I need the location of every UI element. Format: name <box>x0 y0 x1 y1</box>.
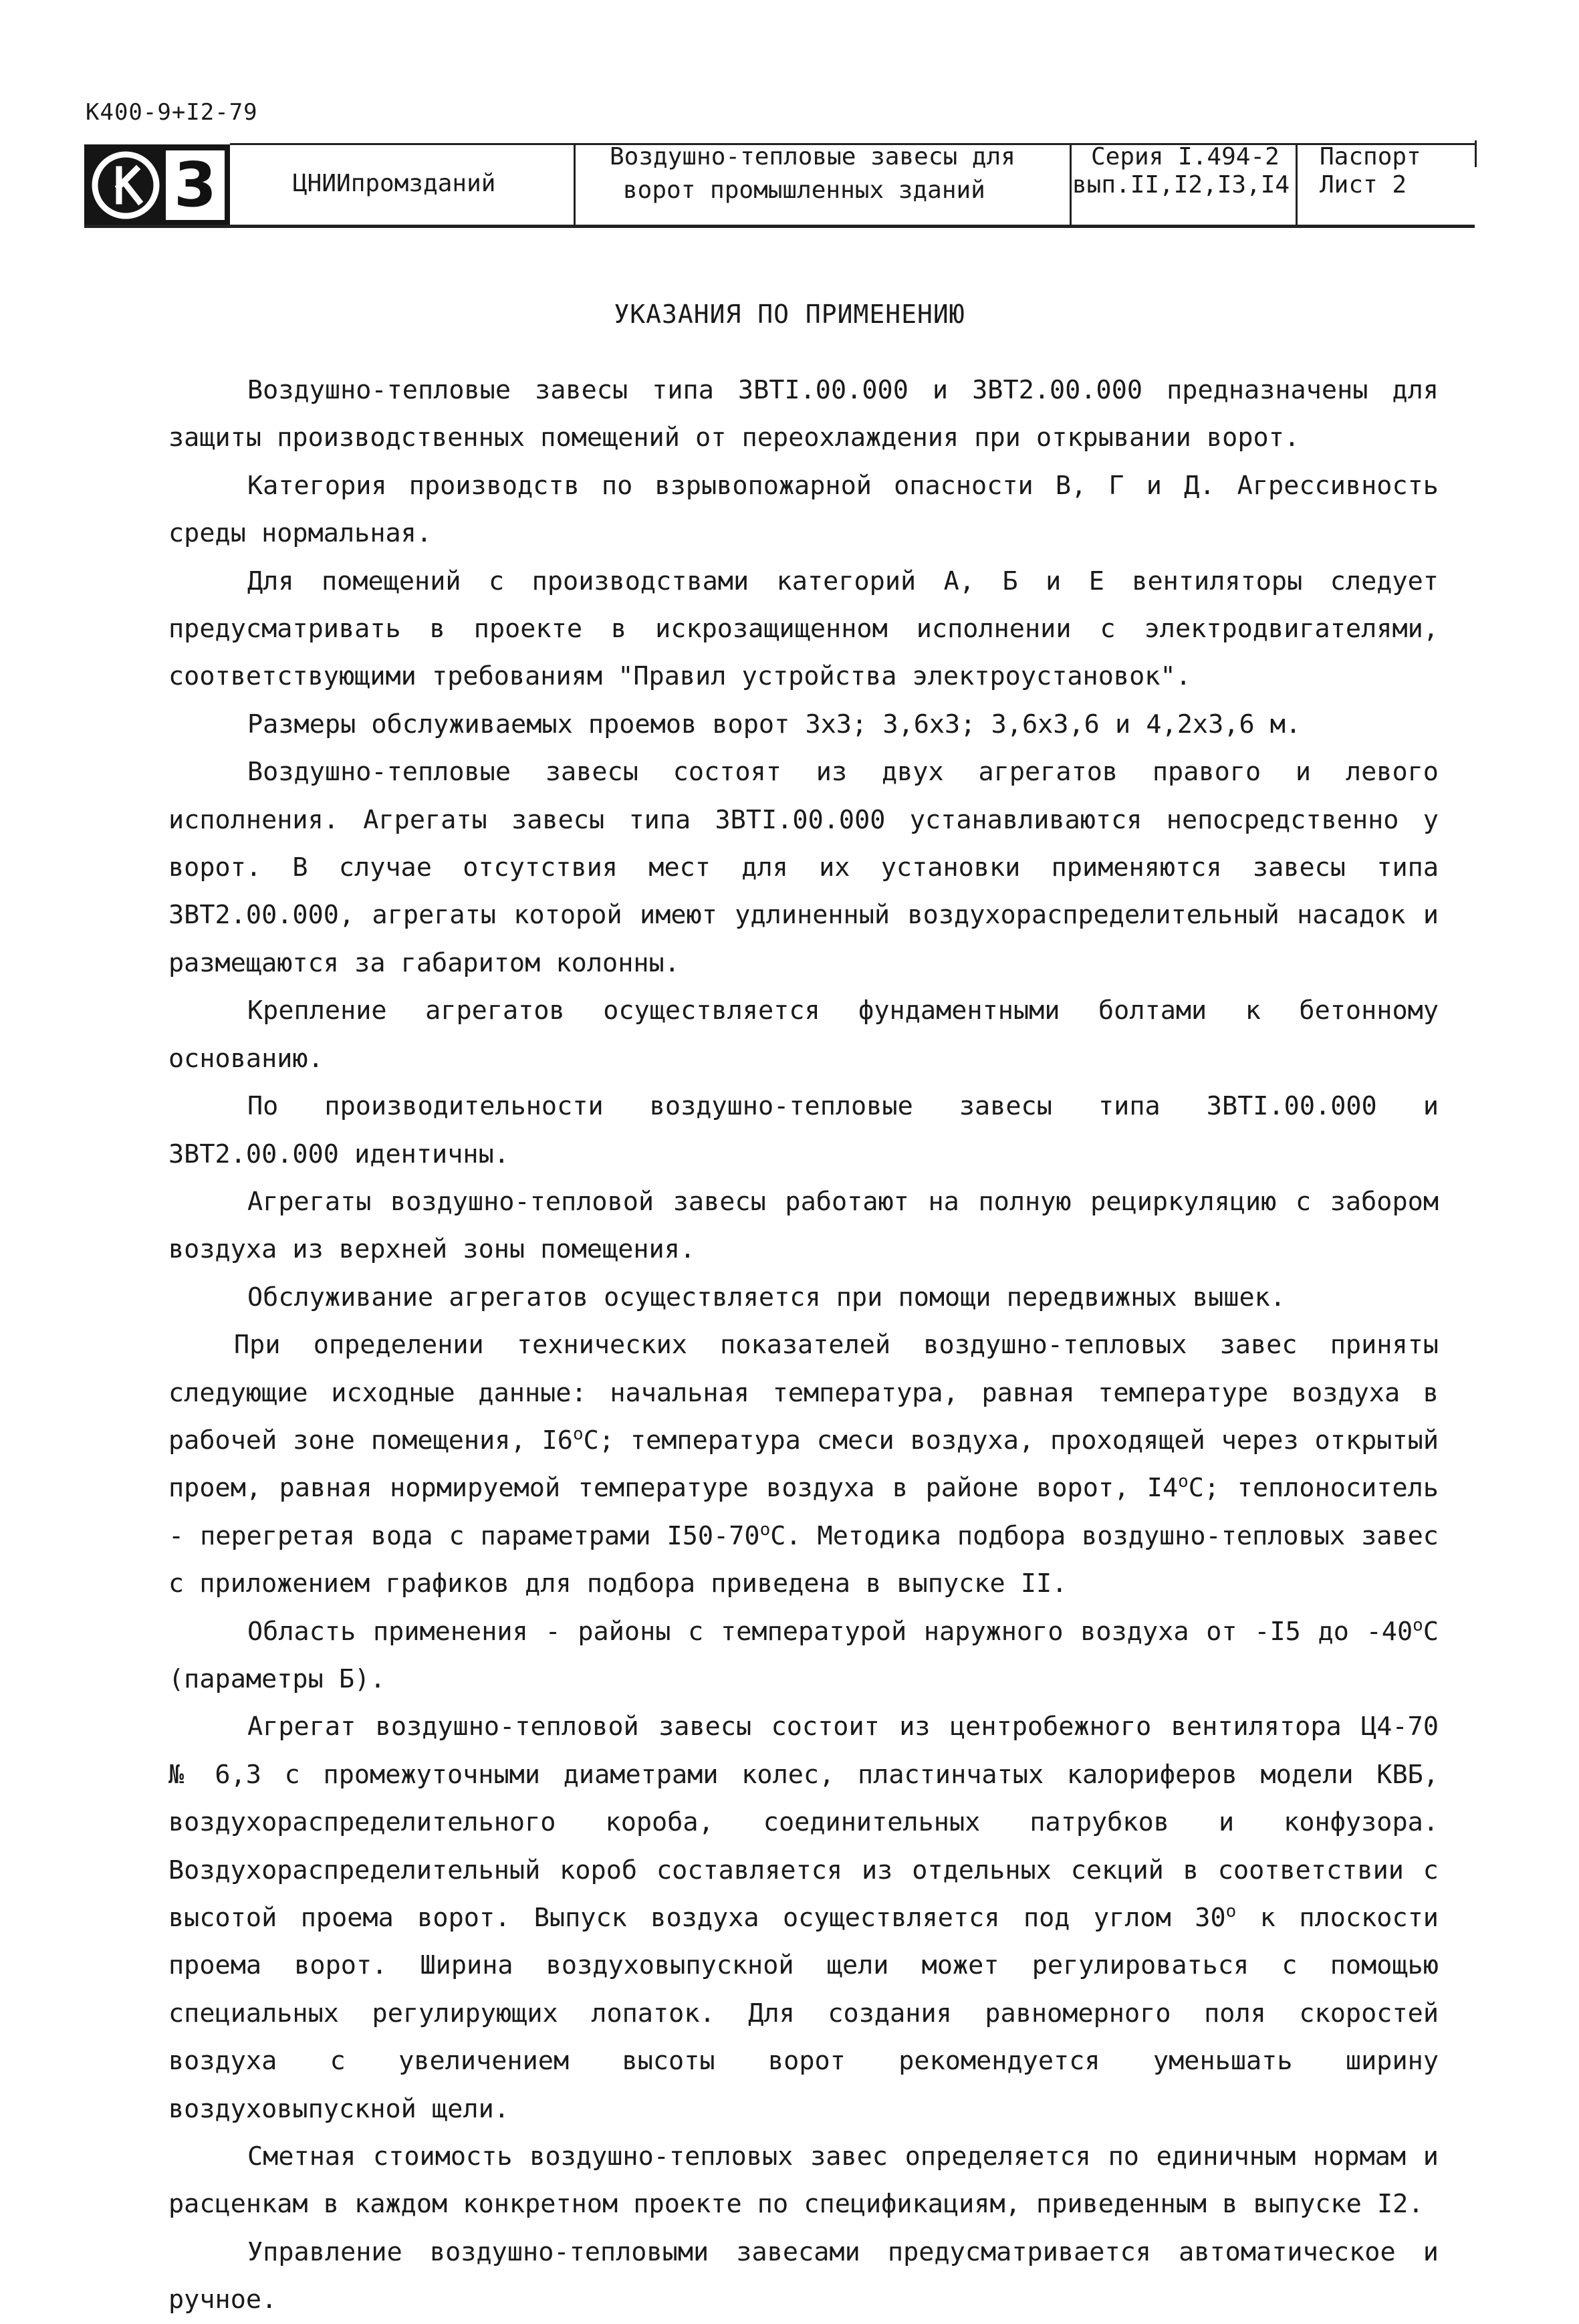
header-divider <box>574 143 576 226</box>
paragraph-application-area <box>168 1608 1439 1704</box>
paragraph: Категория производств по взрывопожарной опасности В, Г и Д. Агрессивность среды нормальная. <box>168 470 1439 549</box>
text-run: С; температура смеси воздуха, проходящей через открытый проем, равная нормируемой температуре воздуха в районе ворот, I4 <box>168 1425 1439 1504</box>
text-run: к плоскости проема ворот. Ширина воздуховыпускной щели может регулироваться с помощью специальных регулирующих лопаток. Для создания равномерного поля скоростей воздуха с увеличением высоты ворот рекомендуется уменьшать ширину воздуховыпускной щели. <box>168 1903 1439 2124</box>
series-line1: Серия I.494-2 <box>1091 143 1280 170</box>
degree-mark: о <box>1178 1472 1189 1492</box>
paragraph: Агрегаты воздушно-тепловой завесы работают на полную рециркуляцию с забором воздуха из верхней зоны помещения. <box>168 1186 1439 1265</box>
degree-mark: о <box>1225 1901 1237 1922</box>
series-line2: вып.II,I2,I3,I4 <box>1072 171 1290 199</box>
paragraph: По производительности воздушно-тепловые завесы типа ЗВТI.00.000 и ЗВТ2.00.000 идентичны. <box>168 1091 1439 1169</box>
document-body <box>168 366 1439 2324</box>
paragraph-parameters <box>168 1321 1439 1607</box>
text-run: Агрегат воздушно-тепловой завесы состоит из центробежного вентилятора Ц4-70 № 6,3 с промежуточными диаметрами колес, пластинчатых калориферов модели КВБ, воздухораспределительного короба, соединительных патрубков и конфузора. Воздухораспределительный короб составляется из отдельных секций в соответствии с высотой проема ворот. Выпуск воздуха осуществляется под углом 30 <box>168 1712 1439 1933</box>
document-type: Паспорт <box>1320 143 1421 170</box>
sk-logo-icon <box>90 149 162 221</box>
header-divider <box>1296 143 1298 226</box>
paragraph: Для помещений с производствами категорий А, Б и Е вентиляторы следует предусматривать в проекте в искрозащищенном исполнении с электродвигателями, соответствующими требованиям "Правил устройства электроустановок". <box>168 566 1439 692</box>
text-run: С (параметры Б). <box>168 1616 1439 1694</box>
degree-mark: о <box>759 1519 771 1540</box>
degree-mark: о <box>572 1424 584 1445</box>
document-code: К400-9+I2-79 <box>86 99 258 126</box>
document-title-line2: ворот промышленных зданий <box>623 177 985 204</box>
header-bottom-rule <box>84 225 1475 228</box>
text-run: С; теплоноситель - перегретая вода с параметрами I50-70 <box>168 1473 1439 1551</box>
section-title: УКАЗАНИЯ ПО ПРИМЕНЕНИЮ <box>614 300 965 329</box>
degree-mark: о <box>1413 1615 1423 1635</box>
paragraph: Воздушно-тепловые завесы типа ЗВТI.00.000 и ЗВТ2.00.000 предназначены для защиты производственных помещений от переохлаждения при открывании ворот. <box>168 375 1439 453</box>
paragraph: Сметная стоимость воздушно-тепловых завес определяется по единичным нормам и расценкам в каждом конкретном проекте по спецификациям, приведенным в выпуске I2. <box>168 2141 1439 2220</box>
header-divider <box>1475 140 1477 167</box>
paragraph: Крепление агрегатов осуществляется фундаментными болтами к бетонному основанию. <box>168 996 1439 1074</box>
text-run: Область применения - районы с температурой наружного воздуха от -I5 до -40 <box>247 1616 1413 1647</box>
text-run: При определении технических показателей воздушно-тепловых завес приняты следующие исходные данные: начальная температура, равная температуре воздуха в рабочей зоне помещения, I6 <box>168 1330 1439 1456</box>
organization-name: ЦНИИпромзданий <box>293 170 496 197</box>
paragraph: Управление воздушно-тепловыми завесами предусматривается автоматическое и ручное. <box>168 2236 1439 2315</box>
stamp-block <box>84 144 230 226</box>
sheet-number: Лист 2 <box>1320 171 1407 199</box>
stamp-number: 3 <box>166 150 225 220</box>
paragraph-unit-composition <box>168 1703 1439 2133</box>
document-title-line1: Воздушно-тепловые завесы для <box>610 143 1015 170</box>
header-divider <box>1070 143 1072 226</box>
text-run: С. Методика подбора воздушно-тепловых завес с приложением графиков для подбора приведена в выпуске II. <box>168 1520 1439 1599</box>
paragraph: Размеры обслуживаемых проемов ворот 3х3; 3,6х3; 3,6х3,6 и 4,2х3,6 м. <box>247 709 1302 739</box>
paragraph: Обслуживание агрегатов осуществляется при помощи передвижных вышек. <box>247 1282 1286 1312</box>
paragraph: Воздушно-тепловые завесы состоят из двух агрегатов правого и левого исполнения. Агрегаты завесы типа ЗВТI.00.000 устанавливаются непосредственно у ворот. В случае отсутствия мест для их установки применяются завесы типа ЗВТ2.00.000, агрегаты которой имеют удлиненный воздухораспределительный насадок и размещаются за габаритом колонны. <box>168 757 1439 978</box>
